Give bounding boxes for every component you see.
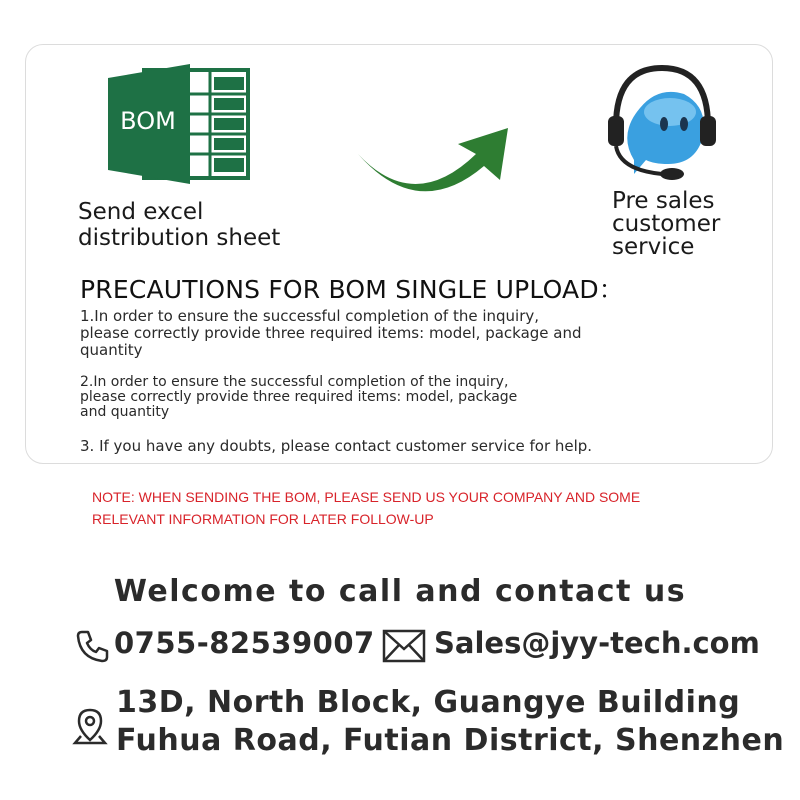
text-line: please correctly provide three required items: model, package and bbox=[80, 324, 582, 342]
caption-line: service bbox=[612, 234, 695, 260]
excel-bom-icon bbox=[106, 64, 250, 184]
note-text bbox=[92, 486, 732, 530]
text-line: please correctly provide three required items: model, package bbox=[80, 389, 518, 405]
arrow-right-icon bbox=[354, 124, 514, 204]
headset-mascot-icon bbox=[606, 64, 718, 184]
text-line: 2.In order to ensure the successful completion of the inquiry, bbox=[80, 374, 509, 390]
precautions-heading: PRECAUTIONS FOR BOM SINGLE UPLOAD： bbox=[80, 275, 625, 304]
phone-icon bbox=[74, 628, 110, 664]
address-line: Fuhua Road, Futian District, Shenzhen bbox=[116, 723, 785, 758]
caption-line: Send excel bbox=[78, 199, 204, 225]
text-line: 1.In order to ensure the successful completion of the inquiry, bbox=[80, 307, 540, 325]
send-excel-caption bbox=[78, 199, 280, 251]
presales-caption bbox=[612, 190, 720, 259]
precaution-item-1 bbox=[80, 308, 582, 359]
text-line: quantity bbox=[80, 341, 143, 359]
welcome-heading: Welcome to call and contact us bbox=[113, 574, 687, 609]
text-line: and quantity bbox=[80, 404, 170, 420]
caption-line: distribution sheet bbox=[78, 225, 281, 251]
note-line: RELEVANT INFORMATION FOR LATER FOLLOW-UP bbox=[92, 511, 434, 527]
envelope-icon bbox=[382, 629, 426, 663]
address-line: 13D, North Block, Guangye Building bbox=[116, 685, 741, 720]
precaution-item-2 bbox=[80, 375, 517, 420]
note-line: NOTE: WHEN SENDING THE BOM, PLEASE SEND US YOUR COMPANY AND SOME bbox=[92, 489, 641, 505]
excel-icon-label: BOM bbox=[120, 107, 176, 135]
precaution-item-3: 3. If you have any doubts, please contact customer service for help. bbox=[80, 437, 593, 455]
phone-number[interactable]: 0755-82539007 bbox=[114, 626, 375, 660]
caption-line: Pre sales bbox=[612, 188, 715, 214]
location-pin-icon bbox=[72, 706, 108, 746]
address-block bbox=[116, 684, 784, 760]
caption-line: customer bbox=[612, 211, 721, 237]
email-address[interactable]: Sales@jyy-tech.com bbox=[434, 626, 760, 660]
